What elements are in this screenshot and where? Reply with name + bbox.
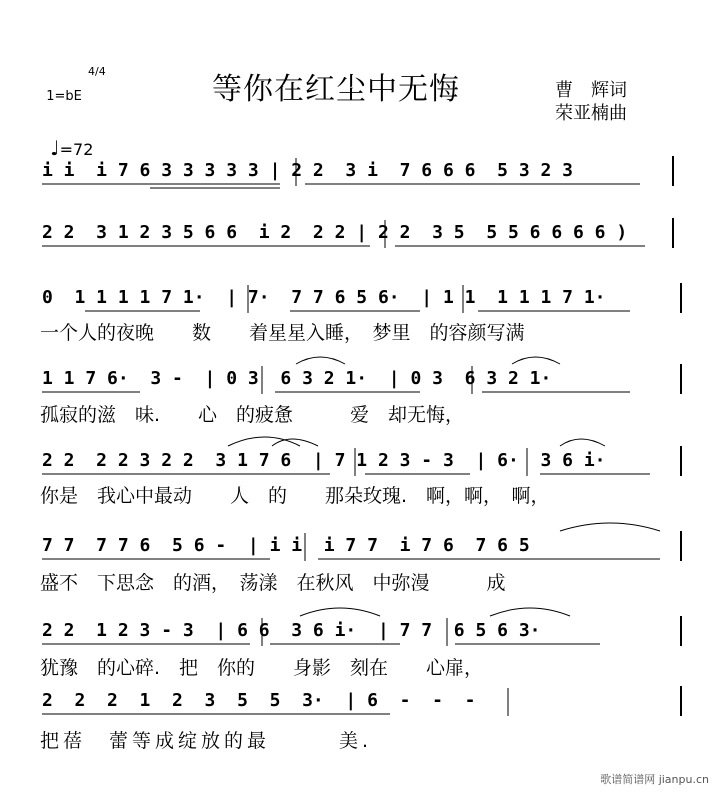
- system-7-lyrics: 犹豫 的心碎. 把 你的 身影 刻在 心扉，: [40, 657, 484, 679]
- slur: [490, 608, 570, 616]
- system-4-lyrics: 孤寂的滋 味. 心 的疲惫 爱 却无悔，: [40, 404, 465, 426]
- system-5-notes: 2 2 2 2 3 2 2 3 1 7 6 | 7 1 2 3 - 3 | 6· 3 6 i·: [42, 450, 606, 471]
- system-6-lyrics: 盛不 下思念 的酒， 荡漾 在秋风 中弥漫 成: [40, 572, 506, 594]
- system-4-notes: 1 1 7 6· 3 - | 0 3 6 3 2 1· | 0 3 6 3 2 1·: [42, 368, 552, 389]
- time-signature: 4/4: [88, 65, 106, 78]
- composer-credit: 荣亚楠曲: [555, 103, 627, 124]
- system-6-notes: 7 7 7 7 6 5 6 - | i i i 7 7 i 7 6 7 6 5: [42, 535, 530, 556]
- system-3-lyrics: 一个人的夜晚 数 着星星入睡， 梦里 的容颜写满: [40, 322, 525, 344]
- system-8-lyrics: 把蓓 蕾等成绽放的最 美.: [40, 730, 373, 752]
- system-7-notes: 2 2 1 2 3 - 3 | 6 6 3 6 i· | 7 7 6 5 6 3·: [42, 620, 541, 641]
- slur: [560, 523, 660, 531]
- system-5-lyrics: 你是 我心中最动 人 的 那朵玫瑰. 啊，啊， 啊，: [40, 485, 550, 507]
- system-2-notes: 2 2 3 1 2 3 5 6 6 i 2 2 2 | 2 2 3 5 5 5 6 6 6 6 ): [42, 222, 628, 243]
- tempo-value: =72: [59, 140, 94, 159]
- song-title: 等你在红尘中无悔: [212, 72, 460, 107]
- slur: [512, 357, 560, 364]
- system-1-notes: i i i 7 6 3 3 3 3 3 | 2 2 3 i 7 6 6 6 5 3 2 3: [42, 160, 574, 181]
- key-signature-text: 1=bE: [46, 89, 82, 104]
- lyricist-credit: 曹 辉词: [555, 80, 627, 101]
- slur: [296, 357, 345, 364]
- system-8-notes: 2 2 2 1 2 3 5 5 3· | 6 - - -: [42, 690, 476, 711]
- slur: [300, 608, 380, 616]
- slur: [272, 439, 318, 446]
- watermark: 歌谱简谱网 jianpu.cn: [600, 773, 709, 786]
- slur: [228, 437, 300, 446]
- system-3-notes: 0 1 1 1 1 7 1· | 7· 7 7 6 5 6· | 1 1 1 1 1 7 1·: [42, 287, 606, 308]
- quarter-note-icon: ♩: [50, 136, 60, 160]
- slur: [560, 439, 605, 446]
